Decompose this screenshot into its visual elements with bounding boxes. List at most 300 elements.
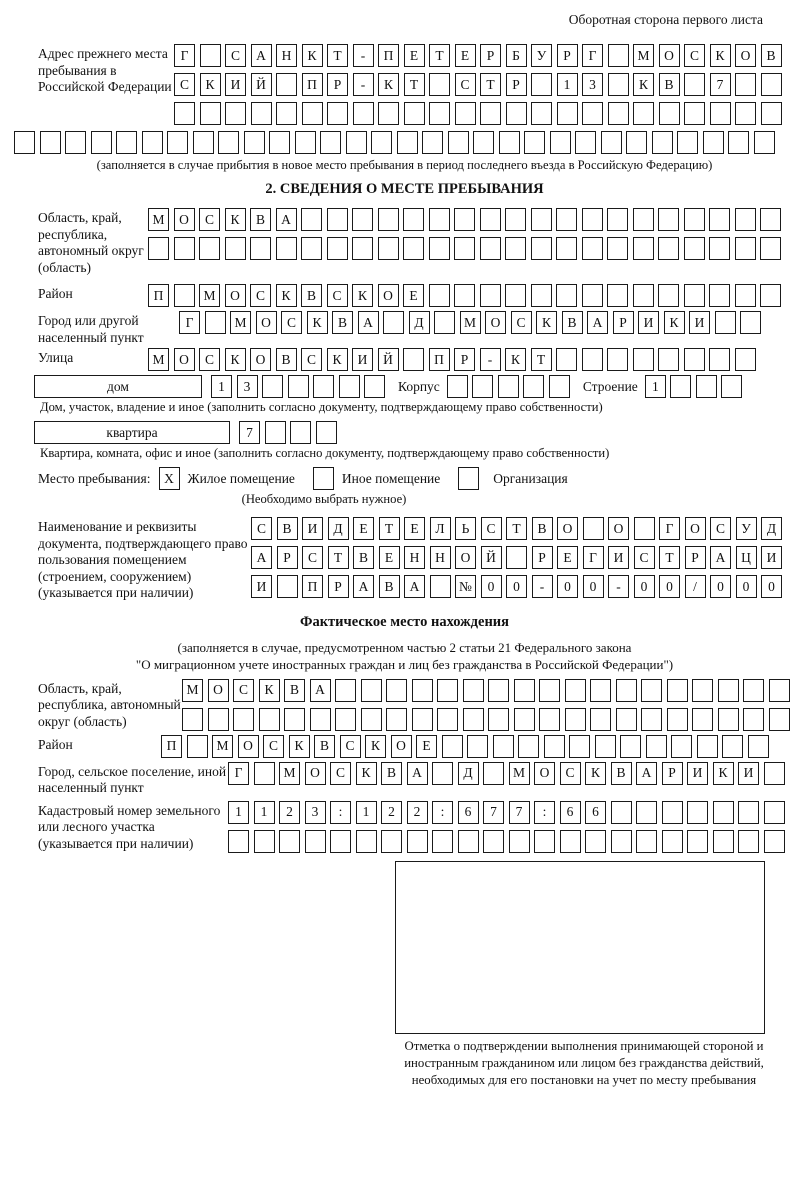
char-box[interactable] [310,708,331,731]
char-box[interactable] [480,208,501,231]
char-box[interactable]: А [358,311,379,334]
char-box[interactable] [722,735,743,758]
char-box[interactable]: К [356,762,377,785]
char-box[interactable] [531,237,552,260]
char-box[interactable] [735,208,756,231]
char-box[interactable] [378,102,399,125]
char-box[interactable] [277,575,298,598]
char-box[interactable] [378,208,399,231]
char-box[interactable]: К [302,44,323,67]
char-box[interactable] [709,237,730,260]
char-box[interactable] [506,546,527,569]
char-box[interactable] [764,762,785,785]
char-box[interactable] [279,830,300,853]
char-box[interactable] [626,131,647,154]
char-box[interactable]: В [276,348,297,371]
char-box[interactable]: А [251,44,272,67]
char-box[interactable] [200,102,221,125]
char-box[interactable] [735,102,756,125]
char-box[interactable] [549,375,570,398]
char-box[interactable] [735,348,756,371]
char-box[interactable]: М [633,44,654,67]
char-box[interactable] [743,708,764,731]
char-box[interactable]: К [378,73,399,96]
char-box[interactable] [288,375,309,398]
char-box[interactable] [582,102,603,125]
char-box[interactable]: 1 [254,801,275,824]
char-box[interactable] [748,735,769,758]
char-box[interactable]: П [148,284,169,307]
char-box[interactable]: А [587,311,608,334]
char-box[interactable]: К [259,679,280,702]
char-box[interactable] [518,735,539,758]
char-box[interactable]: 7 [710,73,731,96]
char-box[interactable] [608,44,629,67]
char-box[interactable] [738,801,759,824]
char-box[interactable] [330,830,351,853]
char-box[interactable]: Н [404,546,425,569]
char-box[interactable] [721,375,742,398]
char-box[interactable] [403,208,424,231]
char-box[interactable]: 0 [710,575,731,598]
char-box[interactable] [583,517,604,540]
char-box[interactable] [430,575,451,598]
char-box[interactable] [174,102,195,125]
char-box[interactable] [429,237,450,260]
char-box[interactable]: Р [532,546,553,569]
char-box[interactable] [262,375,283,398]
char-box[interactable]: П [429,348,450,371]
char-box[interactable] [633,284,654,307]
char-box[interactable] [658,208,679,231]
char-box[interactable] [607,208,628,231]
char-box[interactable] [142,131,163,154]
char-box[interactable] [601,131,622,154]
char-box[interactable] [641,708,662,731]
char-box[interactable] [761,102,782,125]
char-box[interactable]: 3 [582,73,603,96]
char-box[interactable] [335,708,356,731]
char-box[interactable]: Г [174,44,195,67]
char-box[interactable]: 0 [557,575,578,598]
char-box[interactable] [590,679,611,702]
char-box[interactable] [403,237,424,260]
char-box[interactable]: С [233,679,254,702]
char-box[interactable]: О [174,208,195,231]
char-box[interactable]: О [534,762,555,785]
char-box[interactable]: А [404,575,425,598]
char-box[interactable]: Т [429,44,450,67]
organization-checkbox[interactable] [458,467,479,490]
char-box[interactable] [550,131,571,154]
char-box[interactable] [454,208,475,231]
char-box[interactable] [448,131,469,154]
char-box[interactable] [684,348,705,371]
char-box[interactable]: К [352,284,373,307]
char-box[interactable]: О [735,44,756,67]
char-box[interactable]: И [761,546,782,569]
char-box[interactable] [434,311,455,334]
char-box[interactable]: 0 [659,575,680,598]
char-box[interactable]: Р [328,575,349,598]
char-box[interactable]: М [148,348,169,371]
char-box[interactable] [199,237,220,260]
char-box[interactable] [641,679,662,702]
char-box[interactable]: 0 [481,575,502,598]
char-box[interactable] [531,73,552,96]
char-box[interactable] [652,131,673,154]
char-box[interactable] [590,708,611,731]
char-box[interactable] [505,237,526,260]
char-box[interactable]: Ь [455,517,476,540]
char-box[interactable] [454,237,475,260]
char-box[interactable] [616,679,637,702]
char-box[interactable]: 0 [736,575,757,598]
char-box[interactable]: М [199,284,220,307]
char-box[interactable]: П [302,73,323,96]
char-box[interactable] [718,679,739,702]
char-box[interactable] [575,131,596,154]
char-box[interactable]: И [352,348,373,371]
char-box[interactable] [728,131,749,154]
char-box[interactable] [148,237,169,260]
char-box[interactable] [697,735,718,758]
char-box[interactable] [738,830,759,853]
char-box[interactable]: Л [430,517,451,540]
char-box[interactable]: Д [761,517,782,540]
char-box[interactable] [276,73,297,96]
char-box[interactable]: Р [454,348,475,371]
char-box[interactable]: 1 [228,801,249,824]
char-box[interactable] [684,284,705,307]
char-box[interactable]: Т [506,517,527,540]
char-box[interactable] [91,131,112,154]
char-box[interactable] [539,679,560,702]
char-box[interactable]: : [330,801,351,824]
char-box[interactable] [607,348,628,371]
char-box[interactable]: 1 [645,375,666,398]
char-box[interactable] [692,708,713,731]
char-box[interactable] [483,762,504,785]
char-box[interactable] [760,284,781,307]
char-box[interactable]: С [710,517,731,540]
char-box[interactable] [383,311,404,334]
char-box[interactable] [633,102,654,125]
char-box[interactable] [493,735,514,758]
char-box[interactable]: 0 [761,575,782,598]
char-box[interactable] [556,208,577,231]
char-box[interactable]: 6 [458,801,479,824]
char-box[interactable] [65,131,86,154]
char-box[interactable]: А [276,208,297,231]
char-box[interactable] [764,830,785,853]
char-box[interactable] [346,131,367,154]
char-box[interactable] [356,830,377,853]
char-box[interactable] [407,830,428,853]
char-box[interactable]: - [532,575,553,598]
char-box[interactable] [463,679,484,702]
char-box[interactable]: С [560,762,581,785]
char-box[interactable] [531,208,552,231]
char-box[interactable]: Е [353,517,374,540]
char-box[interactable] [429,102,450,125]
char-box[interactable] [761,73,782,96]
char-box[interactable]: Е [379,546,400,569]
char-box[interactable] [353,102,374,125]
char-box[interactable] [565,708,586,731]
char-box[interactable]: К [365,735,386,758]
char-box[interactable] [327,237,348,260]
char-box[interactable]: С [251,517,272,540]
char-box[interactable]: О [208,679,229,702]
char-box[interactable] [754,131,775,154]
char-box[interactable]: О [305,762,326,785]
char-box[interactable] [687,830,708,853]
char-box[interactable]: - [608,575,629,598]
char-box[interactable] [684,73,705,96]
char-box[interactable]: К [307,311,328,334]
char-box[interactable]: С [481,517,502,540]
char-box[interactable] [467,735,488,758]
char-box[interactable] [667,708,688,731]
char-box[interactable] [404,102,425,125]
char-box[interactable] [658,348,679,371]
char-box[interactable] [636,801,657,824]
char-box[interactable]: О [485,311,506,334]
char-box[interactable] [509,830,530,853]
char-box[interactable] [208,708,229,731]
char-box[interactable]: Т [480,73,501,96]
char-box[interactable]: С [174,73,195,96]
char-box[interactable]: Е [404,44,425,67]
char-box[interactable] [616,708,637,731]
char-box[interactable]: Т [659,546,680,569]
char-box[interactable] [565,679,586,702]
char-box[interactable] [295,131,316,154]
char-box[interactable] [254,762,275,785]
char-box[interactable] [608,73,629,96]
char-box[interactable]: К [505,348,526,371]
char-box[interactable] [371,131,392,154]
char-box[interactable]: 2 [407,801,428,824]
char-box[interactable] [463,708,484,731]
char-box[interactable] [667,679,688,702]
char-box[interactable] [498,375,519,398]
char-box[interactable] [658,284,679,307]
char-box[interactable]: 0 [506,575,527,598]
char-box[interactable]: О [256,311,277,334]
char-box[interactable] [709,348,730,371]
char-box[interactable] [696,375,717,398]
char-box[interactable] [251,102,272,125]
char-box[interactable]: Р [613,311,634,334]
char-box[interactable]: С [225,44,246,67]
char-box[interactable] [713,801,734,824]
char-box[interactable] [378,237,399,260]
char-box[interactable] [692,679,713,702]
char-box[interactable]: П [378,44,399,67]
char-box[interactable]: С [199,348,220,371]
char-box[interactable] [505,284,526,307]
char-box[interactable]: Р [277,546,298,569]
char-box[interactable]: У [736,517,757,540]
char-box[interactable]: 3 [305,801,326,824]
char-box[interactable]: Р [557,44,578,67]
char-box[interactable] [505,208,526,231]
char-box[interactable] [397,131,418,154]
char-box[interactable] [514,708,535,731]
char-box[interactable] [429,208,450,231]
char-box[interactable] [713,830,734,853]
char-box[interactable] [480,237,501,260]
char-box[interactable] [556,237,577,260]
char-box[interactable]: В [314,735,335,758]
char-box[interactable]: Г [659,517,680,540]
char-box[interactable]: И [302,517,323,540]
char-box[interactable]: 7 [483,801,504,824]
char-box[interactable]: А [636,762,657,785]
char-box[interactable]: М [509,762,530,785]
char-box[interactable]: О [378,284,399,307]
char-box[interactable]: В [332,311,353,334]
char-box[interactable]: К [710,44,731,67]
char-box[interactable] [488,708,509,731]
char-box[interactable]: Е [557,546,578,569]
char-box[interactable] [488,679,509,702]
char-box[interactable]: К [200,73,221,96]
char-box[interactable]: О [250,348,271,371]
char-box[interactable]: : [534,801,555,824]
char-box[interactable]: К [585,762,606,785]
char-box[interactable] [276,237,297,260]
char-box[interactable] [607,237,628,260]
char-box[interactable]: С [250,284,271,307]
char-box[interactable] [174,237,195,260]
char-box[interactable] [320,131,341,154]
char-box[interactable] [265,421,286,444]
char-box[interactable]: К [327,348,348,371]
char-box[interactable] [582,237,603,260]
char-box[interactable]: Д [328,517,349,540]
char-box[interactable] [437,679,458,702]
char-box[interactable]: К [289,735,310,758]
char-box[interactable] [531,284,552,307]
char-box[interactable] [284,708,305,731]
char-box[interactable]: П [161,735,182,758]
char-box[interactable]: 1 [356,801,377,824]
char-box[interactable] [454,284,475,307]
char-box[interactable]: Н [276,44,297,67]
char-box[interactable] [269,131,290,154]
char-box[interactable]: О [685,517,706,540]
char-box[interactable] [40,131,61,154]
char-box[interactable] [432,762,453,785]
char-box[interactable] [662,801,683,824]
char-box[interactable] [523,375,544,398]
char-box[interactable]: И [251,575,272,598]
char-box[interactable] [200,44,221,67]
char-box[interactable]: М [182,679,203,702]
char-box[interactable] [684,237,705,260]
char-box[interactable]: Т [327,44,348,67]
char-box[interactable]: - [353,73,374,96]
char-box[interactable]: К [713,762,734,785]
char-box[interactable]: В [381,762,402,785]
char-box[interactable] [634,517,655,540]
other-premise-checkbox[interactable] [313,467,334,490]
char-box[interactable] [305,830,326,853]
char-box[interactable]: - [353,44,374,67]
char-box[interactable] [225,237,246,260]
char-box[interactable]: И [687,762,708,785]
char-box[interactable] [473,131,494,154]
char-box[interactable]: В [250,208,271,231]
char-box[interactable] [743,679,764,702]
char-box[interactable]: Т [404,73,425,96]
char-box[interactable] [422,131,443,154]
char-box[interactable] [710,102,731,125]
char-box[interactable]: С [301,348,322,371]
char-box[interactable] [432,830,453,853]
char-box[interactable] [544,735,565,758]
char-box[interactable]: О [608,517,629,540]
char-box[interactable]: Д [458,762,479,785]
char-box[interactable] [662,830,683,853]
char-box[interactable] [646,735,667,758]
char-box[interactable]: М [148,208,169,231]
char-box[interactable] [582,348,603,371]
char-box[interactable]: А [407,762,428,785]
char-box[interactable] [585,830,606,853]
char-box[interactable]: К [225,208,246,231]
char-box[interactable] [557,102,578,125]
char-box[interactable] [670,375,691,398]
char-box[interactable] [560,830,581,853]
char-box[interactable] [633,237,654,260]
char-box[interactable] [620,735,641,758]
char-box[interactable] [569,735,590,758]
char-box[interactable]: В [611,762,632,785]
char-box[interactable]: К [276,284,297,307]
char-box[interactable] [633,348,654,371]
char-box[interactable] [684,102,705,125]
char-box[interactable] [455,102,476,125]
char-box[interactable]: М [279,762,300,785]
char-box[interactable] [228,830,249,853]
char-box[interactable]: У [531,44,552,67]
char-box[interactable] [740,311,761,334]
char-box[interactable]: К [633,73,654,96]
char-box[interactable] [290,421,311,444]
char-box[interactable] [335,679,356,702]
char-box[interactable] [302,102,323,125]
char-box[interactable] [735,73,756,96]
char-box[interactable]: Р [662,762,683,785]
char-box[interactable] [14,131,35,154]
char-box[interactable]: 7 [509,801,530,824]
char-box[interactable] [595,735,616,758]
char-box[interactable] [735,237,756,260]
char-box[interactable]: В [353,546,374,569]
char-box[interactable]: М [460,311,481,334]
char-box[interactable]: / [685,575,706,598]
char-box[interactable] [116,131,137,154]
char-box[interactable] [524,131,545,154]
char-box[interactable]: С [199,208,220,231]
char-box[interactable] [687,801,708,824]
char-box[interactable] [483,830,504,853]
char-box[interactable]: Г [228,762,249,785]
